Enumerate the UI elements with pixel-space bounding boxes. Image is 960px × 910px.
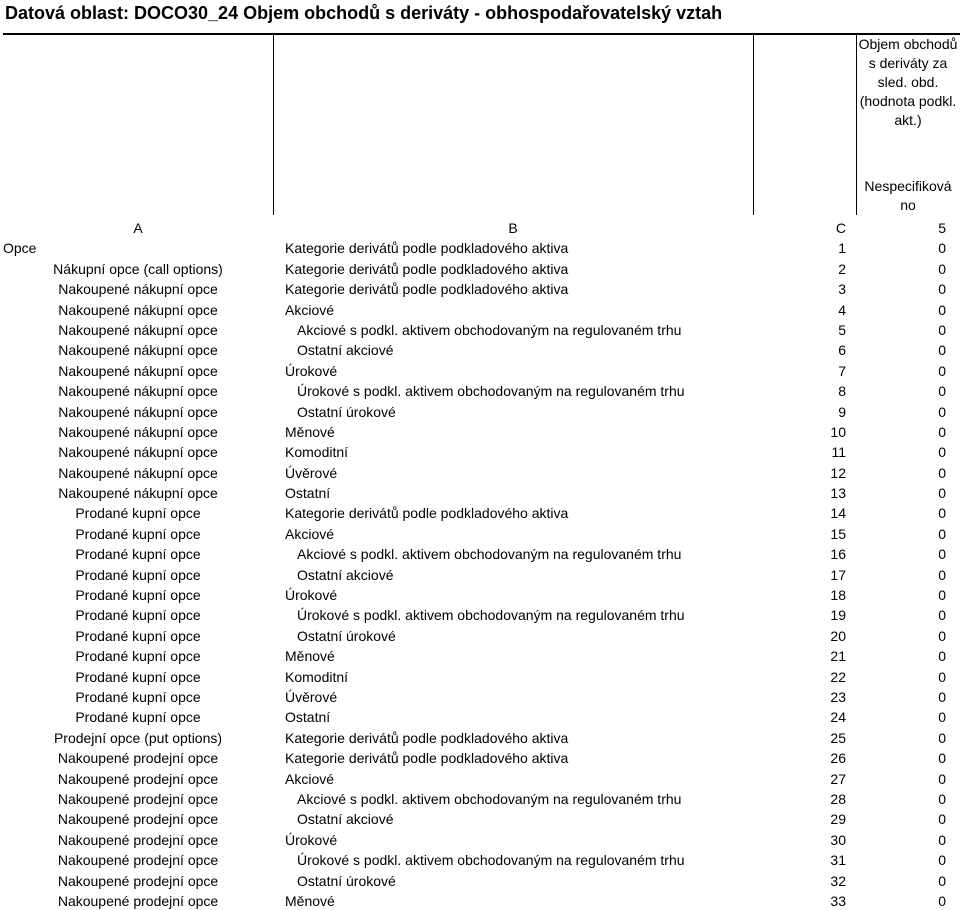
header-blank-b xyxy=(273,34,753,155)
row-label-b: Kategorie derivátů podle podkladového aktiva xyxy=(285,729,569,746)
row-label-a: Nakoupené nákupní opce xyxy=(58,362,218,379)
row-label-b: Ostatní akciové xyxy=(297,566,394,583)
row-code-c: 17 xyxy=(830,566,846,583)
table-row xyxy=(3,297,960,317)
row-value: 0 xyxy=(938,607,946,624)
row-label-b: Úrokové s podkl. aktivem obchodovaným na regulovaném trhu xyxy=(297,607,685,624)
row-label-b: Ostatní úrokové xyxy=(297,872,396,889)
row-label-b: Kategorie derivátů podle podkladového aktiva xyxy=(285,750,569,767)
table-row xyxy=(3,481,960,501)
row-value: 0 xyxy=(938,281,946,298)
row-value: 0 xyxy=(938,668,946,685)
table-row xyxy=(3,603,960,623)
row-value: 0 xyxy=(938,729,946,746)
row-label-a: Nakoupené nákupní opce xyxy=(58,423,218,440)
row-value: 0 xyxy=(938,321,946,338)
row-label-b: Komoditní xyxy=(285,444,349,461)
table-row xyxy=(3,277,960,297)
row-value: 0 xyxy=(938,403,946,420)
row-label-b: Kategorie derivátů podle podkladového aktiva xyxy=(285,240,569,257)
row-label-b: Kategorie derivátů podle podkladového aktiva xyxy=(285,505,569,522)
table-row xyxy=(3,542,960,562)
row-label-b: Ostatní akciové xyxy=(297,342,394,359)
row-value: 0 xyxy=(938,587,946,604)
data-table xyxy=(3,33,960,909)
row-label-b: Měnové xyxy=(285,648,335,665)
table-row xyxy=(3,420,960,440)
table-row xyxy=(3,644,960,664)
row-value: 0 xyxy=(938,831,946,848)
header-col-a: A xyxy=(133,220,143,236)
row-code-c: 22 xyxy=(830,668,846,685)
header-spacer-a xyxy=(3,155,273,215)
row-label-a: Nakoupené prodejní opce xyxy=(57,872,219,889)
row-code-c: 33 xyxy=(830,892,846,909)
row-label-a: Prodané kupní opce xyxy=(75,627,201,644)
table-row xyxy=(3,868,960,888)
table-row xyxy=(3,460,960,480)
row-label-a: Nakoupené prodejní opce xyxy=(57,790,219,807)
row-code-c: 9 xyxy=(838,403,846,420)
table-row xyxy=(3,787,960,807)
row-value: 0 xyxy=(938,688,946,705)
row-value: 0 xyxy=(938,852,946,869)
row-label-a: Nakoupené prodejní opce xyxy=(57,852,219,869)
row-code-c: 24 xyxy=(830,709,846,726)
row-label-b: Ostatní akciové xyxy=(297,811,394,828)
row-label-a: Prodané kupní opce xyxy=(75,607,201,624)
table-row xyxy=(3,379,960,399)
row-label-b: Kategorie derivátů podle podkladového aktiva xyxy=(285,281,569,298)
row-label-a: Nakoupené nákupní opce xyxy=(58,342,218,359)
header-col-5: 5 xyxy=(938,220,946,236)
row-value: 0 xyxy=(938,362,946,379)
row-label-b: Akciové s podkl. aktivem obchodovaným na regulovaném trhu xyxy=(297,546,682,563)
row-value: 0 xyxy=(938,485,946,502)
row-code-c: 10 xyxy=(830,423,846,440)
row-label-a: Prodané kupní opce xyxy=(75,525,201,542)
row-code-c: 1 xyxy=(838,240,846,257)
row-label-b: Měnové xyxy=(285,423,335,440)
row-code-c: 2 xyxy=(838,260,846,277)
row-value: 0 xyxy=(938,444,946,461)
row-label-a: Prodané kupní opce xyxy=(75,546,201,563)
table-row xyxy=(3,583,960,603)
row-code-c: 25 xyxy=(830,729,846,746)
header-spacer-c xyxy=(753,155,856,215)
row-label-b: Akciové s podkl. aktivem obchodovaným na regulovaném trhu xyxy=(297,790,682,807)
row-code-c: 15 xyxy=(830,525,846,542)
row-label-a: Nakoupené nákupní opce xyxy=(58,281,218,298)
table-row xyxy=(3,889,960,909)
table-row xyxy=(3,338,960,358)
row-label-a: Nakoupené nákupní opce xyxy=(58,444,218,461)
row-value: 0 xyxy=(938,525,946,542)
row-label-a: Prodané kupní opce xyxy=(75,566,201,583)
row-label-b: Úrokové xyxy=(285,831,338,848)
row-code-c: 18 xyxy=(830,587,846,604)
row-label-a: Nakoupené nákupní opce xyxy=(58,403,218,420)
row-label-a: Nakoupené prodejní opce xyxy=(57,831,219,848)
table-row xyxy=(3,521,960,541)
header-blank-c xyxy=(753,34,856,155)
table-row xyxy=(3,358,960,378)
page-title: Datová oblast: DOCO30_24 Objem obchodů s deriváty - obhospodařovatelský vztah xyxy=(5,3,723,23)
row-label-b: Úvěrové xyxy=(285,688,338,705)
row-value: 0 xyxy=(938,566,946,583)
row-label-b: Komoditní xyxy=(285,668,349,685)
table-row xyxy=(3,623,960,643)
row-label-a: Prodané kupní opce xyxy=(75,688,201,705)
table-row xyxy=(3,501,960,521)
row-label-b: Úrokové s podkl. aktivem obchodovaným na regulovaném trhu xyxy=(297,383,685,400)
row-label-a: Nákupní opce (call options) xyxy=(53,260,223,277)
table-row xyxy=(3,236,960,256)
row-code-c: 19 xyxy=(830,607,846,624)
row-code-c: 11 xyxy=(831,444,846,461)
row-label-a: Nakoupené prodejní opce xyxy=(57,811,219,828)
table-row xyxy=(3,399,960,419)
table-row xyxy=(3,440,960,460)
row-value: 0 xyxy=(938,342,946,359)
row-code-c: 29 xyxy=(830,811,846,828)
row-code-c: 7 xyxy=(838,362,846,379)
row-label-a: Prodané kupní opce xyxy=(75,668,201,685)
table-row xyxy=(3,256,960,276)
header-spacer-b xyxy=(273,155,753,215)
row-value: 0 xyxy=(938,811,946,828)
row-value: 0 xyxy=(938,790,946,807)
row-label-a: Nakoupené prodejní opce xyxy=(57,750,219,767)
table-row xyxy=(3,766,960,786)
row-value: 0 xyxy=(938,301,946,318)
table-row xyxy=(3,705,960,725)
row-code-c: 4 xyxy=(838,301,846,318)
row-label-a: Nakoupené nákupní opce xyxy=(58,321,218,338)
row-code-c: 14 xyxy=(830,505,846,522)
row-code-c: 21 xyxy=(830,648,846,665)
row-code-c: 8 xyxy=(838,383,846,400)
row-value: 0 xyxy=(938,709,946,726)
row-value: 0 xyxy=(938,750,946,767)
row-code-c: 6 xyxy=(838,342,846,359)
row-label-b: Úrokové s podkl. aktivem obchodovaným na regulovaném trhu xyxy=(297,852,685,869)
row-value: 0 xyxy=(938,240,946,257)
table-row xyxy=(3,725,960,745)
row-label-b: Kategorie derivátů podle podkladového aktiva xyxy=(285,260,569,277)
row-label-b: Ostatní úrokové xyxy=(297,403,396,420)
row-label-a: Prodané kupní opce xyxy=(75,587,201,604)
row-code-c: 20 xyxy=(830,627,846,644)
table-row xyxy=(3,848,960,868)
header-measure: Objem obchodů s deriváty za sled. obd. (hodnota podkl. akt.) xyxy=(856,34,960,155)
row-value: 0 xyxy=(938,260,946,277)
table-row xyxy=(3,318,960,338)
row-value: 0 xyxy=(938,423,946,440)
row-label-b: Akciové xyxy=(285,770,335,787)
row-label-b: Akciové xyxy=(285,301,335,318)
row-value: 0 xyxy=(938,770,946,787)
row-label-b: Úvěrové xyxy=(285,464,338,481)
row-label-a: Prodané kupní opce xyxy=(75,648,201,665)
row-label-a: Nakoupené nákupní opce xyxy=(58,485,218,502)
table-row xyxy=(3,685,960,705)
table-row xyxy=(3,562,960,582)
row-code-c: 3 xyxy=(838,281,846,298)
row-code-c: 26 xyxy=(830,750,846,767)
table-row xyxy=(3,664,960,684)
row-label-b: Ostatní úrokové xyxy=(297,627,396,644)
row-label-b: Akciové xyxy=(285,525,335,542)
table-row xyxy=(3,746,960,766)
row-label-b: Měnové xyxy=(285,892,335,909)
row-value: 0 xyxy=(938,464,946,481)
table-row xyxy=(3,827,960,847)
row-code-c: 30 xyxy=(830,831,846,848)
row-label-a: Prodané kupní opce xyxy=(75,505,201,522)
row-value: 0 xyxy=(938,648,946,665)
row-label-a: Prodané kupní opce xyxy=(75,709,201,726)
row-code-c: 32 xyxy=(830,872,846,889)
header-blank-a xyxy=(3,34,273,155)
row-value: 0 xyxy=(938,505,946,522)
row-label-a: Nakoupené nákupní opce xyxy=(58,301,218,318)
row-code-c: 28 xyxy=(830,790,846,807)
row-value: 0 xyxy=(938,872,946,889)
row-code-c: 23 xyxy=(830,688,846,705)
row-code-c: 12 xyxy=(830,464,846,481)
row-label-a: Nakoupené nákupní opce xyxy=(58,464,218,481)
row-value: 0 xyxy=(938,546,946,563)
header-col-b: B xyxy=(508,220,518,236)
row-label-b: Úrokové xyxy=(285,362,338,379)
row-code-c: 16 xyxy=(830,546,846,563)
row-label-a: Nakoupené prodejní opce xyxy=(57,770,219,787)
table-body xyxy=(3,236,960,909)
row-value: 0 xyxy=(938,383,946,400)
header-dimension: Nespecifiková no xyxy=(856,155,960,215)
row-code-c: 27 xyxy=(830,770,846,787)
row-value: 0 xyxy=(938,627,946,644)
header-col-c: C xyxy=(835,220,846,236)
row-label-b: Ostatní xyxy=(285,709,331,726)
row-code-c: 13 xyxy=(830,485,846,502)
table-row xyxy=(3,807,960,827)
row-label-a: Nakoupené prodejní opce xyxy=(57,892,219,909)
row-code-c: 5 xyxy=(838,321,846,338)
row-code-c: 31 xyxy=(830,852,846,869)
row-label-a: Prodejní opce (put options) xyxy=(53,729,223,746)
row-label-a: Nakoupené nákupní opce xyxy=(58,383,218,400)
row-label-a: Opce xyxy=(3,240,37,257)
row-value: 0 xyxy=(938,892,946,909)
row-label-b: Ostatní xyxy=(285,485,331,502)
row-label-b: Úrokové xyxy=(285,587,338,604)
row-label-b: Akciové s podkl. aktivem obchodovaným na regulovaném trhu xyxy=(297,321,682,338)
